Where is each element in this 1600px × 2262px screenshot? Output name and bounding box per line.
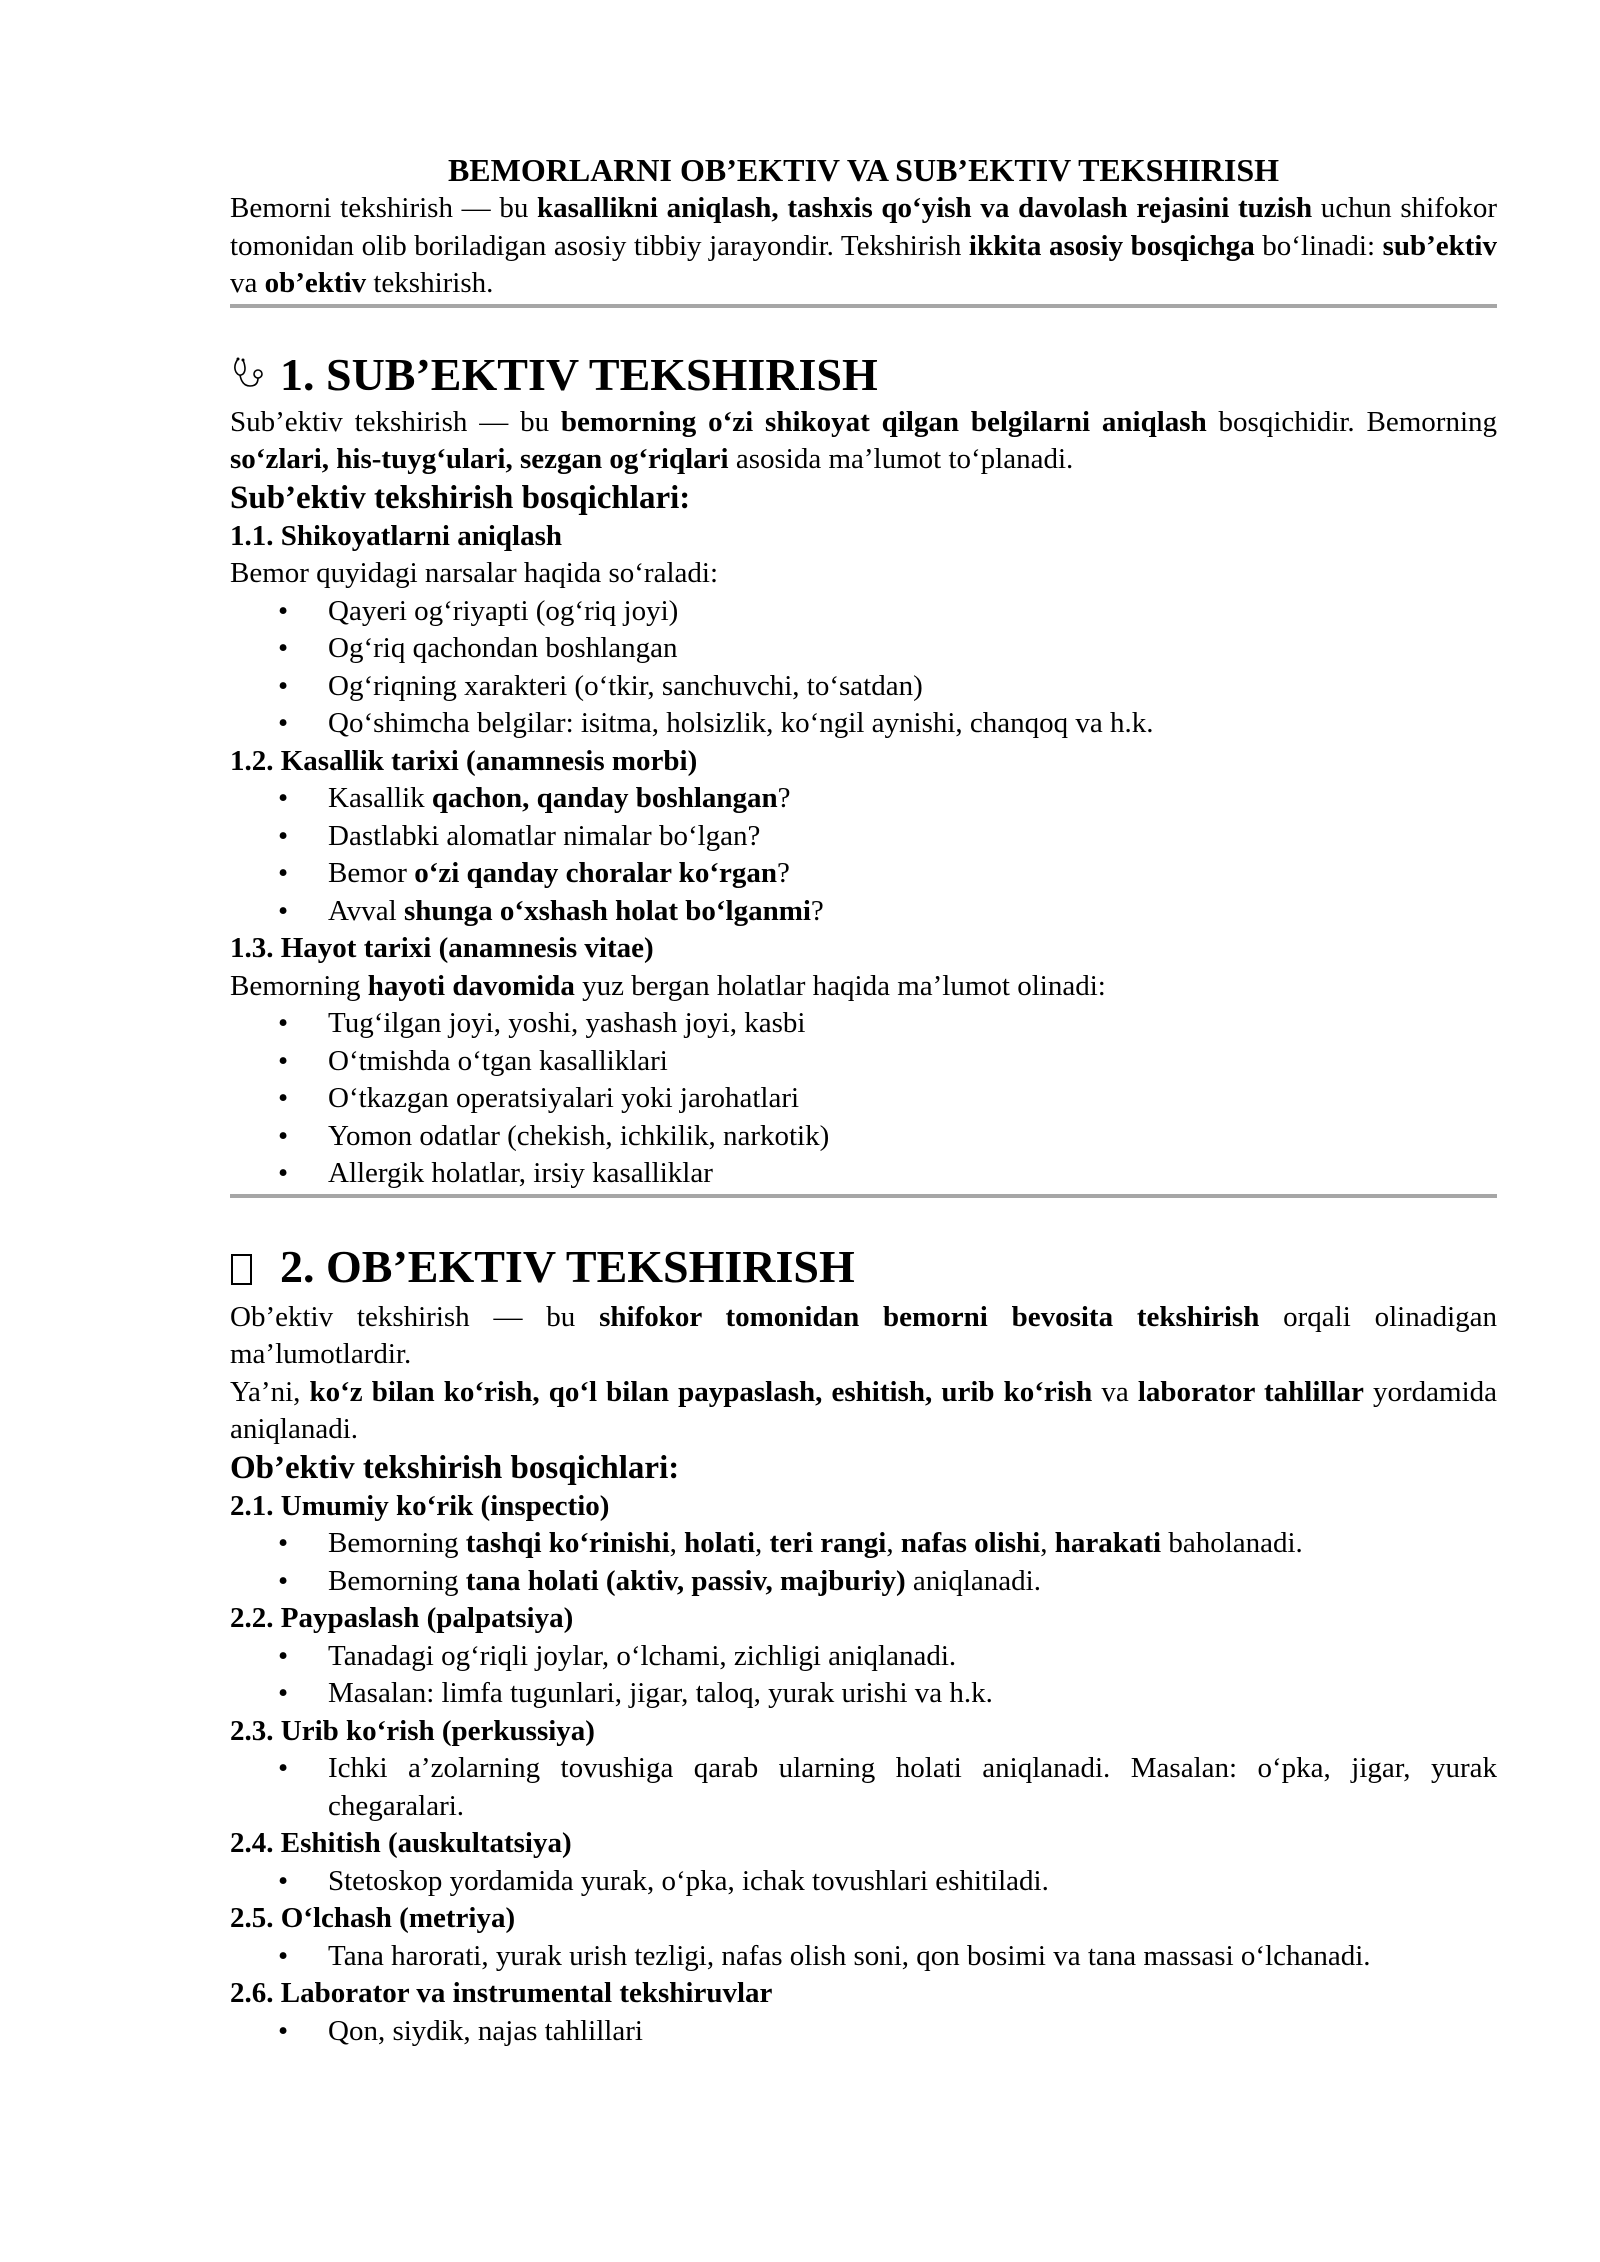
subsection-heading: 2.4. Eshitish (auskultatsiya) bbox=[230, 1827, 572, 1859]
section-2-heading-text: 2. OB’EKTIV TEKSHIRISH bbox=[280, 1240, 855, 1292]
subsection-lead-text: Bemorning bbox=[230, 969, 368, 1002]
list-item bbox=[230, 1750, 1497, 1825]
list-item bbox=[230, 1938, 1497, 1976]
list-item bbox=[230, 780, 1497, 818]
list-item-text: Stetoskop yordamida yurak, o‘pka, ichak tovushlari eshitiladi. bbox=[328, 1864, 1049, 1897]
list-item-bold-text: tashqi ko‘rinishi bbox=[465, 1527, 670, 1559]
list-item bbox=[230, 705, 1497, 743]
list-item-text: ? bbox=[776, 857, 790, 889]
subsection-lead-bold-text: hayoti davomida bbox=[367, 969, 575, 1002]
intro-paragraph-text: bo‘linadi: bbox=[1254, 229, 1383, 262]
list-item bbox=[230, 1118, 1497, 1156]
subsection-heading: 2.1. Umumiy ko‘rik (inspectio) bbox=[230, 1489, 610, 1522]
document-title: BEMORLARNI OB’EKTIV VA SUB’EKTIV TEKSHIRISH bbox=[447, 152, 1280, 188]
list-item-bold-text: holati bbox=[684, 1527, 756, 1559]
intro-paragraph bbox=[230, 190, 1497, 303]
section-2-intro-2 bbox=[230, 1374, 1497, 1449]
section-2-intro-2-text: va bbox=[1092, 1375, 1138, 1408]
section-2-intro-2-text: yordamida aniqlanadi. bbox=[230, 1375, 1498, 1445]
section-1-intro-text: bosqichidir. Bemorning bbox=[1206, 405, 1498, 438]
list-item-text: , bbox=[886, 1527, 901, 1559]
list-item bbox=[230, 855, 1497, 893]
bullet-list bbox=[230, 1863, 1497, 1901]
intro-paragraph-text: Bemorni tekshirish — bu bbox=[230, 192, 538, 224]
section-2-stages-heading: Ob’ektiv tekshirish bosqichlari: bbox=[230, 1449, 680, 1486]
list-item-text: , bbox=[669, 1527, 685, 1559]
document-page bbox=[230, 150, 1497, 2050]
subsection-heading: 1.1. Shikoyatlarni aniqlash bbox=[230, 519, 562, 552]
list-item-text: Dastlabki alomatlar nimalar bo‘lgan? bbox=[328, 819, 761, 852]
list-item-text: Tanadagi og‘riqli joylar, o‘lchami, zichligi aniqlanadi. bbox=[328, 1639, 957, 1672]
list-item-text: Tug‘ilgan joyi, yoshi, yashash joyi, kasbi bbox=[328, 1007, 806, 1039]
subsection-lead bbox=[230, 555, 1497, 593]
bullet-list bbox=[230, 593, 1497, 743]
list-item-text: Kasallik bbox=[328, 782, 432, 814]
section-1-subsections bbox=[230, 518, 1497, 1193]
intro-paragraph-text: tekshirish. bbox=[366, 267, 494, 299]
list-item bbox=[230, 1155, 1497, 1193]
section-2-intro-2-text: Ya’ni, bbox=[230, 1375, 310, 1408]
list-item bbox=[230, 1563, 1497, 1601]
section-1-heading bbox=[230, 346, 1497, 404]
list-item bbox=[230, 1638, 1497, 1676]
section-divider bbox=[230, 1194, 1497, 1198]
list-item-text: O‘tmishda o‘tgan kasalliklari bbox=[328, 1044, 668, 1077]
list-item-text: baholanadi. bbox=[1161, 1527, 1303, 1559]
list-item-text: Ichki a’zolarning tovushiga qarab ularning holati aniqlanadi. Masalan: o‘pka, jigar, yurak chegaralari. bbox=[328, 1752, 1497, 1822]
list-item-text: Bemorning bbox=[328, 1564, 466, 1597]
missing-glyph-icon bbox=[230, 1238, 280, 1296]
section-2-intro bbox=[230, 1299, 1497, 1374]
list-item-text: Avval bbox=[328, 894, 404, 927]
section-1-intro-text: asosida ma’lumot to‘planadi. bbox=[728, 443, 1074, 475]
list-item bbox=[230, 2013, 1497, 2051]
list-item bbox=[230, 1080, 1497, 1118]
list-item-text: Tana harorati, yurak urish tezligi, nafas olish soni, qon bosimi va tana massasi o‘lchanadi. bbox=[328, 1939, 1371, 1972]
list-item-bold-text: tana holati (aktiv, passiv, majburiy) bbox=[465, 1564, 906, 1597]
list-item-bold-text: teri rangi bbox=[769, 1527, 887, 1559]
intro-paragraph-text: va bbox=[230, 267, 265, 299]
list-item bbox=[230, 1005, 1497, 1043]
intro-paragraph-bold-text: sub’ektiv bbox=[1382, 229, 1497, 262]
bullet-list bbox=[230, 1750, 1497, 1825]
list-item-text: Bemor bbox=[328, 857, 415, 889]
section-1-intro-text: Sub’ektiv tekshirish — bu bbox=[230, 405, 561, 438]
section-1-stages-heading: Sub’ektiv tekshirish bosqichlari: bbox=[230, 479, 691, 516]
section-2-heading bbox=[230, 1238, 1497, 1296]
list-item bbox=[230, 893, 1497, 931]
subsection-heading: 1.2. Kasallik tarixi (anamnesis morbi) bbox=[230, 744, 698, 777]
section-1-heading-text: 1. SUB’EKTIV TEKSHIRISH bbox=[280, 348, 878, 400]
bullet-list bbox=[230, 1525, 1497, 1600]
bullet-list bbox=[230, 780, 1497, 930]
list-item-text: Masalan: limfa tugunlari, jigar, taloq, yurak urishi va h.k. bbox=[328, 1677, 993, 1709]
list-item-text: O‘tkazgan operatsiyalari yoki jarohatlari bbox=[328, 1082, 800, 1114]
bullet-list bbox=[230, 1638, 1497, 1713]
intro-paragraph-bold-text: kasallikni aniqlash, tashxis qo‘yish va davolash rejasini tuzish bbox=[537, 192, 1313, 224]
section-2-intro-bold-text: shifokor tomonidan bemorni bevosita tekshirish bbox=[599, 1300, 1260, 1333]
list-item-text: , bbox=[755, 1527, 770, 1559]
list-item-text: Allergik holatlar, irsiy kasalliklar bbox=[328, 1157, 713, 1189]
list-item bbox=[230, 818, 1497, 856]
list-item bbox=[230, 1525, 1497, 1563]
bullet-list bbox=[230, 1005, 1497, 1193]
list-item-bold-text: qachon, qanday boshlangan bbox=[431, 782, 778, 814]
list-item bbox=[230, 1863, 1497, 1901]
subsection-lead bbox=[230, 968, 1497, 1006]
section-divider bbox=[230, 304, 1497, 308]
list-item-text: Bemorning bbox=[328, 1527, 466, 1559]
section-2-intro-text: orqali olinadigan ma’lumotlardir. bbox=[230, 1300, 1498, 1370]
section-2-intro-text: Ob’ektiv tekshirish — bu bbox=[230, 1300, 600, 1333]
subsection-heading: 2.5. O‘lchash (metriya) bbox=[230, 1902, 516, 1934]
list-item-text: Qayeri og‘riyapti (og‘riq joyi) bbox=[328, 594, 679, 627]
list-item-text: Og‘riq qachondan boshlangan bbox=[328, 632, 678, 664]
list-item-bold-text: o‘zi qanday choralar ko‘rgan bbox=[414, 857, 777, 889]
list-item-text: ? bbox=[777, 782, 791, 814]
section-2-intro-2-bold-text: ko‘z bilan ko‘rish, qo‘l bilan paypaslash, eshitish, urib ko‘rish bbox=[309, 1375, 1093, 1408]
list-item-bold-text: harakati bbox=[1054, 1527, 1162, 1559]
section-1-intro-bold-text: so‘zlari, his-tuyg‘ulari, sezgan og‘riqlari bbox=[230, 443, 729, 475]
list-item-text: Qo‘shimcha belgilar: isitma, holsizlik, ko‘ngil aynishi, chanqoq va h.k. bbox=[328, 707, 1154, 739]
intro-paragraph-bold-text: ob’ektiv bbox=[264, 267, 367, 299]
section-2-intro-2-bold-text: laborator tahlillar bbox=[1137, 1375, 1364, 1408]
subsection-heading: 2.6. Laborator va instrumental tekshiruvlar bbox=[230, 1977, 773, 2009]
list-item-text: , bbox=[1040, 1527, 1055, 1559]
subsection-heading: 2.2. Paypaslash (palpatsiya) bbox=[230, 1602, 574, 1634]
list-item bbox=[230, 1675, 1497, 1713]
subsection-heading: 2.3. Urib ko‘rish (perkussiya) bbox=[230, 1714, 595, 1747]
list-item-bold-text: nafas olishi bbox=[900, 1527, 1041, 1559]
section-2-subsections bbox=[230, 1488, 1497, 2051]
intro-paragraph-bold-text: ikkita asosiy bosqichga bbox=[968, 229, 1255, 262]
list-item bbox=[230, 1043, 1497, 1081]
section-1-intro-bold-text: bemorning o‘zi shikoyat qilgan belgilarni aniqlash bbox=[560, 405, 1207, 438]
list-item bbox=[230, 593, 1497, 631]
subsection-lead-text: yuz bergan holatlar haqida ma’lumot olinadi: bbox=[574, 969, 1106, 1002]
subsection-lead-text: Bemor quyidagi narsalar haqida so‘raladi: bbox=[230, 557, 719, 589]
list-item bbox=[230, 668, 1497, 706]
bullet-list bbox=[230, 2013, 1497, 2051]
list-item-text: Og‘riqning xarakteri (o‘tkir, sanchuvchi, to‘satdan) bbox=[328, 669, 923, 702]
list-item-bold-text: shunga o‘xshash holat bo‘lganmi bbox=[403, 894, 811, 927]
list-item-text: Qon, siydik, najas tahlillari bbox=[328, 2014, 643, 2047]
list-item-text: Yomon odatlar (chekish, ichkilik, narkotik) bbox=[328, 1119, 830, 1152]
section-1-intro bbox=[230, 404, 1497, 479]
intro-paragraph-text: uchun shifokor tomonidan olib boriladigan asosiy tibbiy jarayondir. Tekshirish bbox=[230, 192, 1497, 262]
list-item-text: ? bbox=[810, 894, 824, 927]
list-item-text: aniqlanadi. bbox=[905, 1564, 1041, 1597]
list-item bbox=[230, 630, 1497, 668]
subsection-heading: 1.3. Hayot tarixi (anamnesis vitae) bbox=[230, 932, 654, 964]
stethoscope-icon bbox=[230, 346, 280, 404]
bullet-list bbox=[230, 1938, 1497, 1976]
